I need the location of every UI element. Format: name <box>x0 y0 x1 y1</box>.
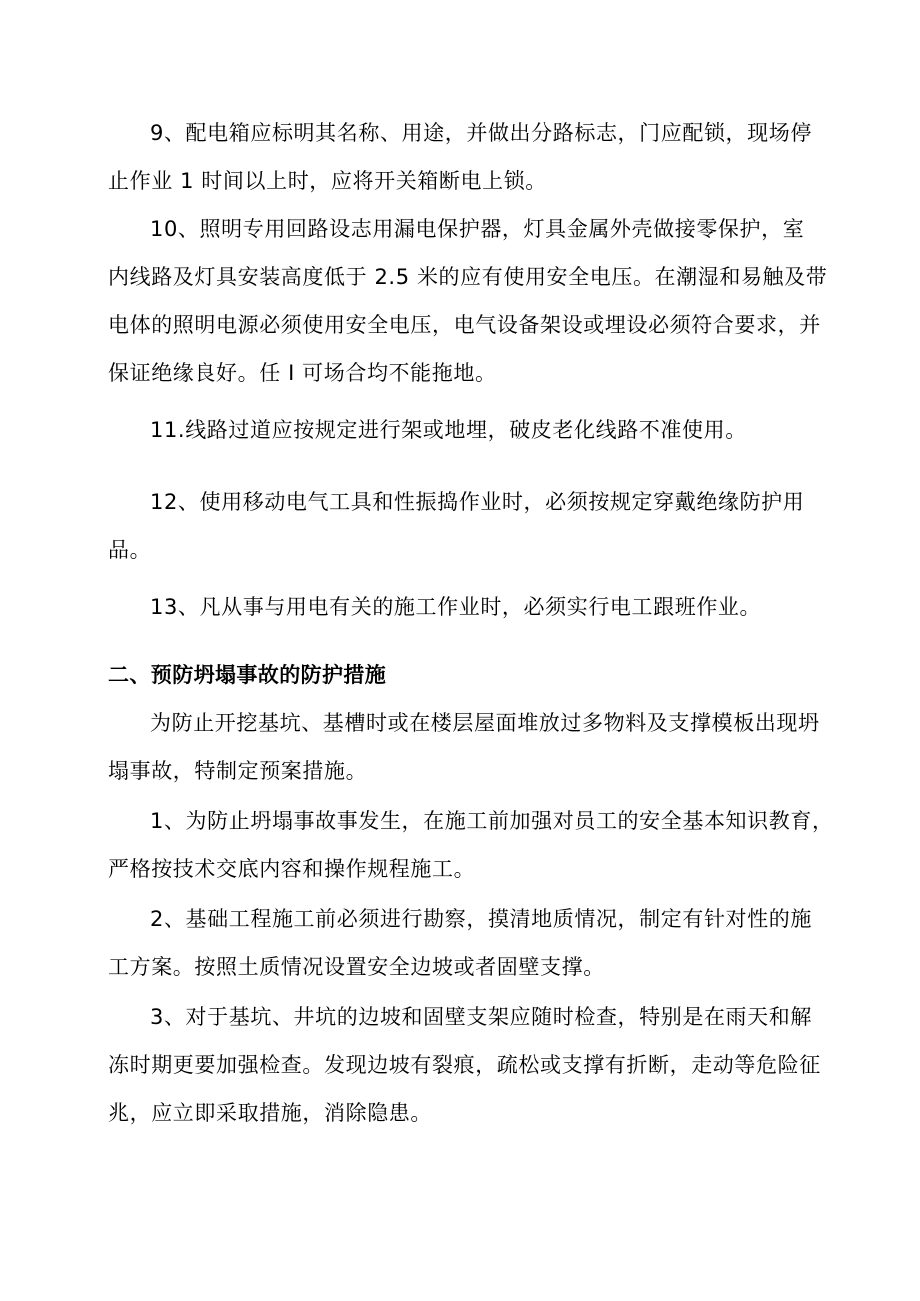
intro-line-2: 塌事故，特制定预案措施。 <box>108 759 368 783</box>
measure-1-line-2: 严格按技术交底内容和操作规程施工。 <box>108 857 476 881</box>
item-13-line-1: 13、凡从事与用电有关的施工作业时，必须实行电工跟班作业。 <box>150 595 762 619</box>
item-10-line-2: 内线路及灯具安装高度低于 2.5 米的应有使用安全电压。在潮湿和易触及带 <box>108 265 828 289</box>
measure-1-line-1: 1、为防止坍塌事故事发生，在施工前加强对员工的安全基本知识教育， <box>150 809 834 833</box>
item-12-line-2: 品。 <box>108 538 152 562</box>
item-11-line-1: 11.线路过道应按规定进行架或地埋，破皮老化线路不准使用。 <box>150 418 747 442</box>
section-heading: 二、预防坍塌事故的防护措施 <box>108 663 387 687</box>
item-10-line-4: 保证绝缘良好。任 I 可场合均不能拖地。 <box>108 361 497 385</box>
item-10-line-1: 10、照明专用回路设志用漏电保护器，灯具金属外壳做接零保护，室 <box>150 217 805 241</box>
intro-line-1: 为防止开挖基坑、基槽时或在楼层屋面堆放过多物料及支撑模板出现坍 <box>150 711 820 735</box>
measure-3-line-3: 兆，应立即采取措施，消除隐患。 <box>108 1101 432 1125</box>
item-12-line-1: 12、使用移动电气工具和性振捣作业时，必须按规定穿戴绝缘防护用 <box>150 490 805 514</box>
measure-2-line-2: 工方案。按照土质情况设置安全边坡或者固壁支撑。 <box>108 955 605 979</box>
item-9-line-1: 9、配电箱应标明其名称、用途，并做出分路标志，门应配锁，现场停 <box>150 121 812 145</box>
item-10-line-3: 电体的照明电源必须使用安全电压，电气设备架设或埋设必须符合要求，并 <box>108 313 821 337</box>
item-9-line-2: 止作业 1 时间以上时，应将开关箱断电上锁。 <box>108 169 547 193</box>
measure-2-line-1: 2、基础工程施工前必须进行勘察，摸清地质情况，制定有针对性的施 <box>150 907 812 931</box>
measure-3-line-2: 冻时期更要加强检查。发现边坡有裂痕，疏松或支撑有折断，走动等危险征 <box>108 1053 821 1077</box>
measure-3-line-1: 3、对于基坑、井坑的边坡和固壁支架应随时检查，特别是在雨天和解 <box>150 1005 812 1029</box>
